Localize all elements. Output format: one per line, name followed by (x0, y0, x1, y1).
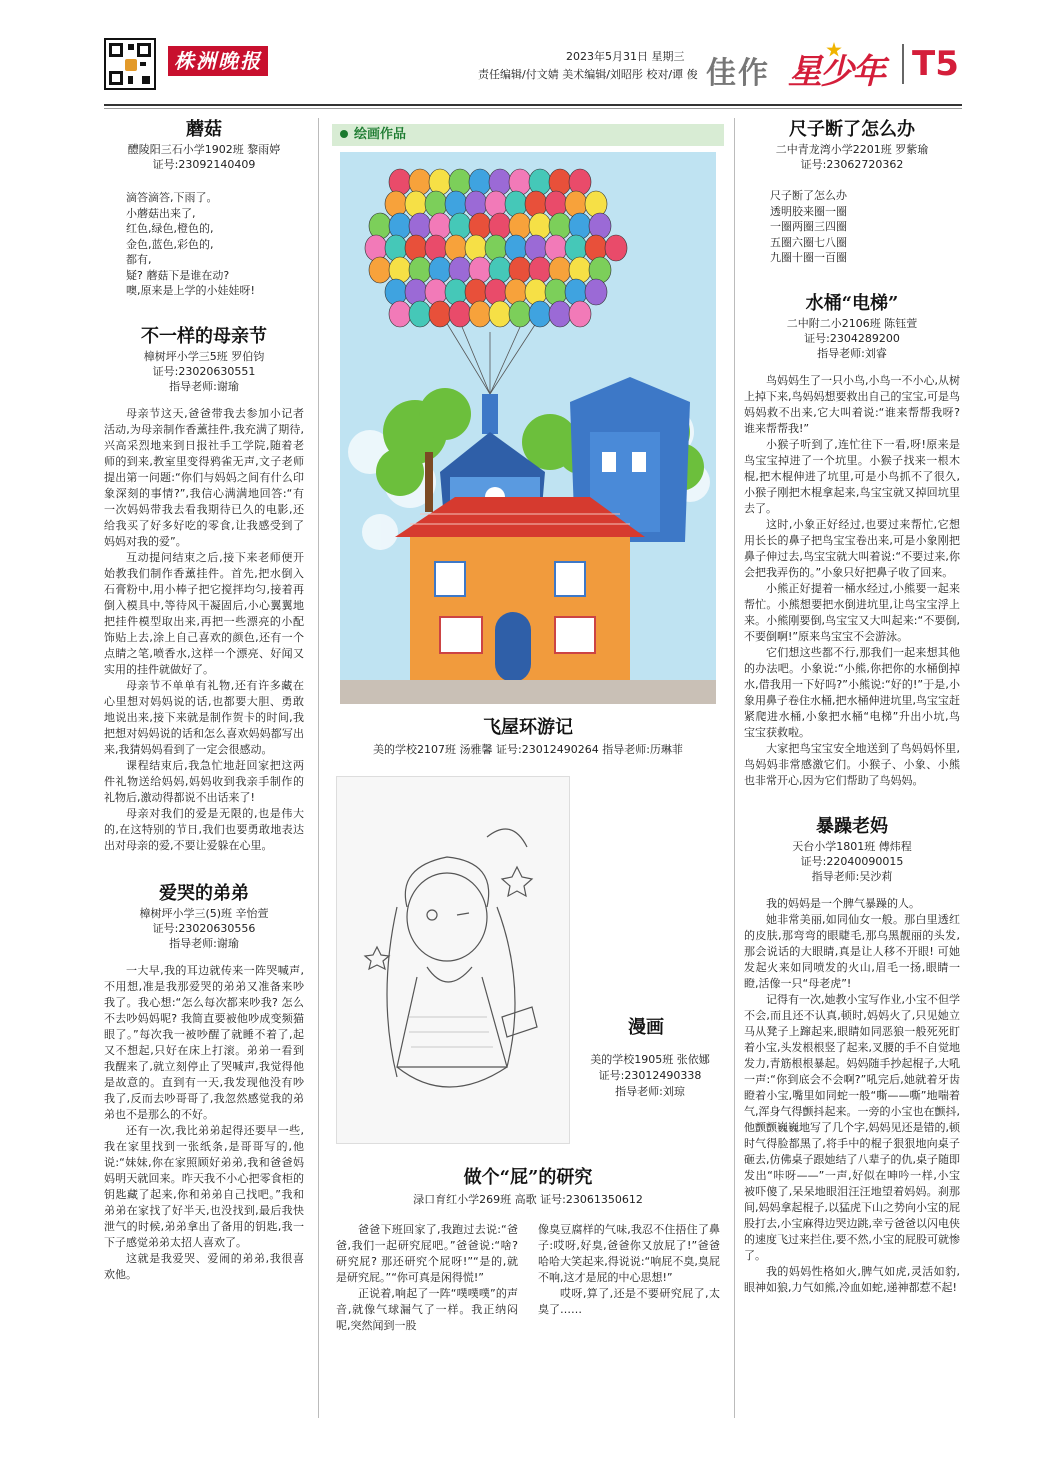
poem (126, 190, 304, 299)
balloon (545, 279, 567, 305)
masthead-logo: 株洲晚报 (168, 46, 268, 76)
artwork-teacher: 指导老师:刘琼 (615, 1085, 685, 1098)
editor-credits: 责任编辑/付文婧 美术编辑/刘昭彤 校对/谭 俊 (478, 68, 698, 81)
poem-line: 九圈十圈一百圈 (770, 251, 847, 264)
balloon (469, 213, 491, 239)
balloon (509, 169, 531, 195)
balloon (569, 257, 591, 283)
paragraph: 爸爸下班回家了,我跑过去说:“爸爸,我们一起研究屁吧。”爸爸说:“啥? 研究屁? 那还研究个屁呀!”“是的,就是研究屁。”“你可真是闲得慌!” (336, 1223, 518, 1284)
balloon (485, 191, 507, 217)
article-title: 不一样的母亲节 (141, 325, 267, 347)
balloon (389, 213, 411, 239)
balloon (485, 235, 507, 261)
paragraph: 这就是我爱哭、爱闹的弟弟,我很喜欢他。 (104, 1251, 304, 1281)
poem-line: 一圈两圈三四圈 (770, 220, 847, 233)
balloon (565, 279, 587, 305)
article-cert: 证号:2304289200 (804, 331, 900, 345)
article-cert: 证号:23062720362 (800, 158, 904, 171)
balloon (425, 279, 447, 305)
paragraph: 它们想这些都不行,那我们一起来想其他的办法吧。小象说:“小熊,你把你的水桶倒掉水,借我用一下好吗?”小熊说:“好的!”于是,小象用鼻子卷住水桶,把水桶伸进坑里,鸟宝宝赶紧爬进水桶,小象把水桶“电梯”升出小坑,鸟宝宝获救啦。 (744, 645, 960, 739)
column-left (104, 118, 304, 1283)
balloon (449, 257, 471, 283)
balloon (429, 301, 451, 327)
article-body-right (538, 1222, 720, 1318)
artwork-caption: 美的学校2107班 汤雅馨 证号:23012490264 指导老师:历琳菲 (373, 743, 683, 756)
paragraph: 互动提问结束之后,接下来老师便开始教我们制作香薰挂件。首先,把水倒入石膏粉中,用小棒子把它搅拌均匀,接着再倒入模具中,等待风干凝固后,小心翼翼地把挂件模型取出来,再把一些漂亮的小配饰贴上去,涂上自己喜欢的颜色,还有一个点睛之笔,喷香水,这样一个漂亮、好闻又实用的挂件就做好了。 (104, 550, 304, 676)
article-body (104, 406, 304, 854)
balloon (409, 257, 431, 283)
balloon (389, 169, 411, 195)
balloon (369, 213, 391, 239)
balloon (585, 279, 607, 305)
poem-line: 透明胶来圈一圈 (770, 204, 847, 218)
poem-line: 噢,原来是上学的小娃娃呀! (126, 284, 255, 297)
balloon (525, 279, 547, 305)
paragraph: 我的妈妈是一个脾气暴躁的人。 (766, 896, 920, 910)
paragraph: 哎呀,算了,还是不要研究屁了,太臭了…… (538, 1287, 720, 1316)
section-label-text: 绘画作品 (354, 127, 407, 142)
balloon (565, 191, 587, 217)
issue-date: 2023年5月31日 星期三 (566, 50, 685, 63)
balloon (389, 301, 411, 327)
article-body (104, 963, 304, 1283)
paragraph: 大家把鸟宝宝安全地送到了鸟妈妈怀里,鸟妈妈非常感激它们。小猴子、小象、小熊也非常开心,因为它们帮助了鸟妈妈。 (744, 741, 960, 787)
balloon (565, 235, 587, 261)
poem-line: 金色,蓝色,彩色的, (126, 237, 214, 251)
artwork-author: 美的学校1905班 张依娜 (590, 1053, 710, 1066)
article-teacher: 指导老师:刘睿 (817, 346, 887, 360)
artwork-title: 飞屋环游记 (483, 717, 573, 738)
article-cert: 证号:23020630551 (152, 364, 256, 378)
article-title: 水桶“电梯” (805, 292, 899, 314)
paragraph: 这时,小象正好经过,也要过来帮忙,它想用长长的鼻子把鸟宝宝卷出来,可是小象刚把鼻子伸过去,鸟宝宝就大叫着说:“不要过来,你会把我弄伤的。”小象只好把鼻子收了回来。 (744, 517, 960, 579)
article-teacher: 指导老师:谢瑜 (169, 379, 239, 393)
article-author: 渌口育红小学269班 高歌 证号:23061350612 (413, 1193, 643, 1206)
article-body (744, 896, 960, 1296)
balloon (425, 235, 447, 261)
balloon (449, 169, 471, 195)
balloon (589, 213, 611, 239)
bullet-icon (340, 130, 348, 138)
balloon (449, 301, 471, 327)
balloon (445, 191, 467, 217)
column-divider (318, 118, 319, 1418)
balloon (445, 279, 467, 305)
balloon (429, 257, 451, 283)
balloon (425, 191, 447, 217)
article-body (744, 373, 960, 789)
paragraph: 一大早,我的耳边就传来一阵哭喊声,不用想,准是我那爱哭的弟弟又准备来吵我了。我心想:“怎么每次都来吵我? 怎么不去吵妈妈呢? 我简直要被他吵成变频猫眼了。”每次我一被吵醒了就睡不着了,起又不想起,只好在床上打滚。弟弟一看到我醒来了,就立刻停止了哭喊声,我觉得他是故意的。直到有一天,我发现他没有吵我了,反而去吵哥哥了,我忽然感觉我的弟弟也不是那么的不好。 (104, 963, 304, 1121)
article-author: 二中附二小2106班 陈钰萱 (786, 316, 918, 330)
balloon (385, 279, 407, 305)
balloon (525, 191, 547, 217)
poem-line: 疑? 蘑菇下是谁在动? (126, 268, 230, 282)
balloon (429, 169, 451, 195)
article-cert: 证号:23092140409 (152, 158, 256, 171)
balloon (529, 169, 551, 195)
balloon (385, 235, 407, 261)
balloon (589, 257, 611, 283)
header-rule (104, 104, 962, 106)
balloon (569, 301, 591, 327)
article-cert: 证号:22040090015 (800, 854, 904, 868)
balloon (605, 235, 627, 261)
poem-line: 五圈六圈七八圈 (770, 235, 847, 249)
balloon (409, 301, 431, 327)
painting-image (340, 152, 716, 704)
article-author: 樟树坪小学三5班 罗伯钧 (143, 349, 265, 363)
article-cert: 证号:23020630556 (152, 921, 256, 935)
balloon (469, 257, 491, 283)
article-title: 尺子断了怎么办 (789, 119, 915, 140)
brand-logo: 星少年 (788, 52, 884, 92)
balloon (445, 235, 467, 261)
paragraph: 母亲对我们的爱是无限的,也是伟大的,在这特别的节日,我们也要勇敢地表达出对母亲的爱,不要让爱躲在心里。 (104, 806, 304, 852)
qr-code (104, 38, 156, 90)
article-title: 爱哭的弟弟 (159, 882, 249, 904)
balloon (585, 235, 607, 261)
balloon (465, 279, 487, 305)
balloon (505, 191, 527, 217)
header-rule-thin (104, 108, 962, 109)
paragraph: 鸟妈妈生了一只小鸟,小鸟一不小心,从树上掉下来,鸟妈妈想要救出自己的宝宝,可是鸟妈妈救不出来,它大叫着说:“谁来帮帮我呀? 谁来帮帮我!” (744, 373, 960, 435)
poem-line: 都有, (126, 253, 152, 266)
poem-line: 尺子断了怎么办 (770, 189, 847, 202)
balloon (585, 191, 607, 217)
article-body-left (336, 1222, 518, 1334)
balloon (545, 191, 567, 217)
balloon (405, 235, 427, 261)
section-name: 佳作 (706, 56, 770, 91)
artwork-cert: 证号:23012490338 (598, 1069, 702, 1082)
balloon (409, 213, 431, 239)
paragraph: 还有一次,我比弟弟起得还要早一些,我在家里找到一张纸条,是哥哥写的,他说:“妹妹,你在家照顾好弟弟,我和爸爸妈妈明天就回来。昨天我不小心把零食柜的钥匙藏了起来,你和弟弟自己找吧。”我和弟弟在家找了好半天,也没找到,最后我快泄气的时候,弟弟拿出了备用的钥匙,我一下子感觉弟弟太招人喜欢了。 (104, 1123, 304, 1249)
balloon (489, 301, 511, 327)
balloon (529, 301, 551, 327)
paragraph: 正说着,响起了一阵“噗噗噗”的声音,就像气球漏气了一样。我正纳闷呢,突然闻到一股 (336, 1287, 518, 1332)
balloon (505, 279, 527, 305)
balloon (429, 213, 451, 239)
balloon (409, 169, 431, 195)
section-label (332, 124, 724, 146)
paragraph: 我的妈妈性格如火,脾气如虎,灵活如豹,眼神如狼,力气如熊,冷血如蛇,递神都惹不起! (744, 1264, 960, 1294)
balloon (529, 257, 551, 283)
poem-line: 滴答滴答,下雨了。 (126, 191, 218, 204)
balloon (489, 169, 511, 195)
balloon (545, 235, 567, 261)
balloon (405, 279, 427, 305)
balloon (549, 257, 571, 283)
balloon (389, 257, 411, 283)
balloon (405, 191, 427, 217)
painting-flying-house (340, 152, 716, 704)
balloon (529, 213, 551, 239)
balloon (489, 213, 511, 239)
paragraph: 像臭豆腐样的气味,我忍不住捂住了鼻子:哎呀,好臭,爸爸你又放屁了!”爸爸哈哈大笑起来,得说说:“响屁不臭,臭屁不响,这才是屁的中心思想!” (538, 1223, 720, 1284)
balloon (509, 301, 531, 327)
balloon (569, 169, 591, 195)
balloon (485, 279, 507, 305)
paragraph: 她非常美丽,如同仙女一般。那白里透红的皮肤,那弯弯的眼睫毛,那乌黑靓丽的头发,那会说话的大眼睛,真是让人移不开眼! 可她发起火来如同喷发的火山,眉毛一扬,眼睛一瞪,活像一只“母老虎”! (744, 912, 960, 990)
paragraph: 母亲节这天,爸爸带我去参加小记者活动,为母亲制作香薰挂件,我充满了期待,兴高采烈地来到日报社手工学院,随着老师的到来,教室里变得鸦雀无声,文子老师提出第一问题:“你们与妈妈之间有什么印象深刻的事情?”,我信心满满地回答:“有一次妈妈带我去看我期待已久的电影,还给我买了好多好吃的零食,让我感受到了妈妈对我的爱”。 (104, 406, 304, 548)
article-title: 做个“屁”的研究 (463, 1167, 593, 1188)
balloon (549, 301, 571, 327)
article-title: 暴躁老妈 (816, 815, 888, 837)
balloon (549, 169, 571, 195)
balloon (505, 235, 527, 261)
sketch-image (337, 777, 569, 1143)
article-author: 樟树坪小学三(5)班 辛怡萱 (139, 906, 269, 920)
balloon (385, 191, 407, 217)
balloon (449, 213, 471, 239)
paragraph: 小猴子听到了,连忙往下一看,呀!原来是鸟宝宝掉进了一个坑里。小猴子找来一根木棍,把木棍伸进了坑里,可是小鸟抓不了很久,小猴子刚把木棍拿起来,鸟宝宝就又掉回坑里去了。 (744, 437, 960, 515)
article-teacher: 指导老师:吴沙莉 (811, 869, 893, 883)
page-number: T5 (912, 44, 959, 84)
paragraph: 小熊正好提着一桶水经过,小熊要一起来帮忙。小熊想要把水倒进坑里,让鸟宝宝浮上来。小熊刚要倒,鸟宝宝又大叫起来:“不要倒,不要倒啊!”原来鸟宝宝不会游泳。 (744, 581, 960, 643)
article-author: 醴陵阳三石小学1902班 黎雨婷 (127, 143, 281, 156)
balloon (509, 213, 531, 239)
article-teacher: 指导老师:谢瑜 (169, 936, 239, 950)
paragraph: 母亲节不单单有礼物,还有许多藏在心里想对妈妈说的话,也都要大胆、勇敢地说出来,接下来就是制作贺卡的时间,我把想对妈妈说的话和怎么喜欢妈妈都写出来,我猜妈妈看到了一定会很感动。 (104, 678, 304, 756)
balloon (549, 213, 571, 239)
article-author: 天台小学1801班 傅炜程 (792, 839, 912, 853)
paragraph: 记得有一次,她教小宝写作业,小宝不但学不会,而且还不认真,顿时,妈妈火了,只见她立马从凳子上蹿起来,眼睛如同恶狼一般死死盯着小宝,头发根根竖了起来,叉腰的手不自觉地发力,青筋根根暴起。妈妈随手抄起棍子,大吼一声:“你到底会不会啊?”吼完后,她就着牙齿瞪着小宝,嘴里如同蛇一般“嘶——嘶”地喘着气,浑身气得颤抖起来。一旁的小宝也在颤抖,他颤颤巍巍地写了几个字,妈妈见还是错的,顿时气得脸都黑了,将手中的棍子狠狠地向桌子砸去,仿佛桌子跟她结了八辈子的仇,桌子随即发出“咔呀——”一声,好似在呻吟一样,小宝被吓傻了,呆呆地眼泪汪汪地望着妈妈。刹那间,妈妈拿起棍子,以猛虎下山之势向小宝的屁股打去,小宝麻得边哭边跳,幸亏爸爸以闪电侠的速度飞过来拦住,要不然,小宝的屁股可就惨了。 (744, 992, 960, 1262)
artwork-title: 漫画 (628, 1017, 664, 1038)
balloon (569, 213, 591, 239)
balloon (525, 235, 547, 261)
article-author: 二中青龙湾小学2201班 罗紫瑜 (775, 143, 929, 156)
header-divider (902, 44, 904, 84)
balloon (469, 301, 491, 327)
column-divider (734, 118, 735, 1418)
poem (770, 188, 960, 266)
article-title: 蘑菇 (186, 119, 222, 140)
balloon (365, 235, 387, 261)
column-right (744, 118, 960, 1296)
poem-line: 小蘑菇出来了, (126, 206, 196, 220)
balloon (489, 257, 511, 283)
balloon (469, 169, 491, 195)
sketch-manga-girl (336, 776, 570, 1144)
balloon (509, 257, 531, 283)
balloon (369, 257, 391, 283)
poem-line: 红色,绿色,橙色的, (126, 222, 214, 235)
balloon (465, 235, 487, 261)
paragraph: 课程结束后,我急忙地赶回家把这两件礼物送给妈妈,妈妈收到我亲手制作的礼物后,激动得都说不出话来了! (104, 758, 304, 804)
balloon (465, 191, 487, 217)
